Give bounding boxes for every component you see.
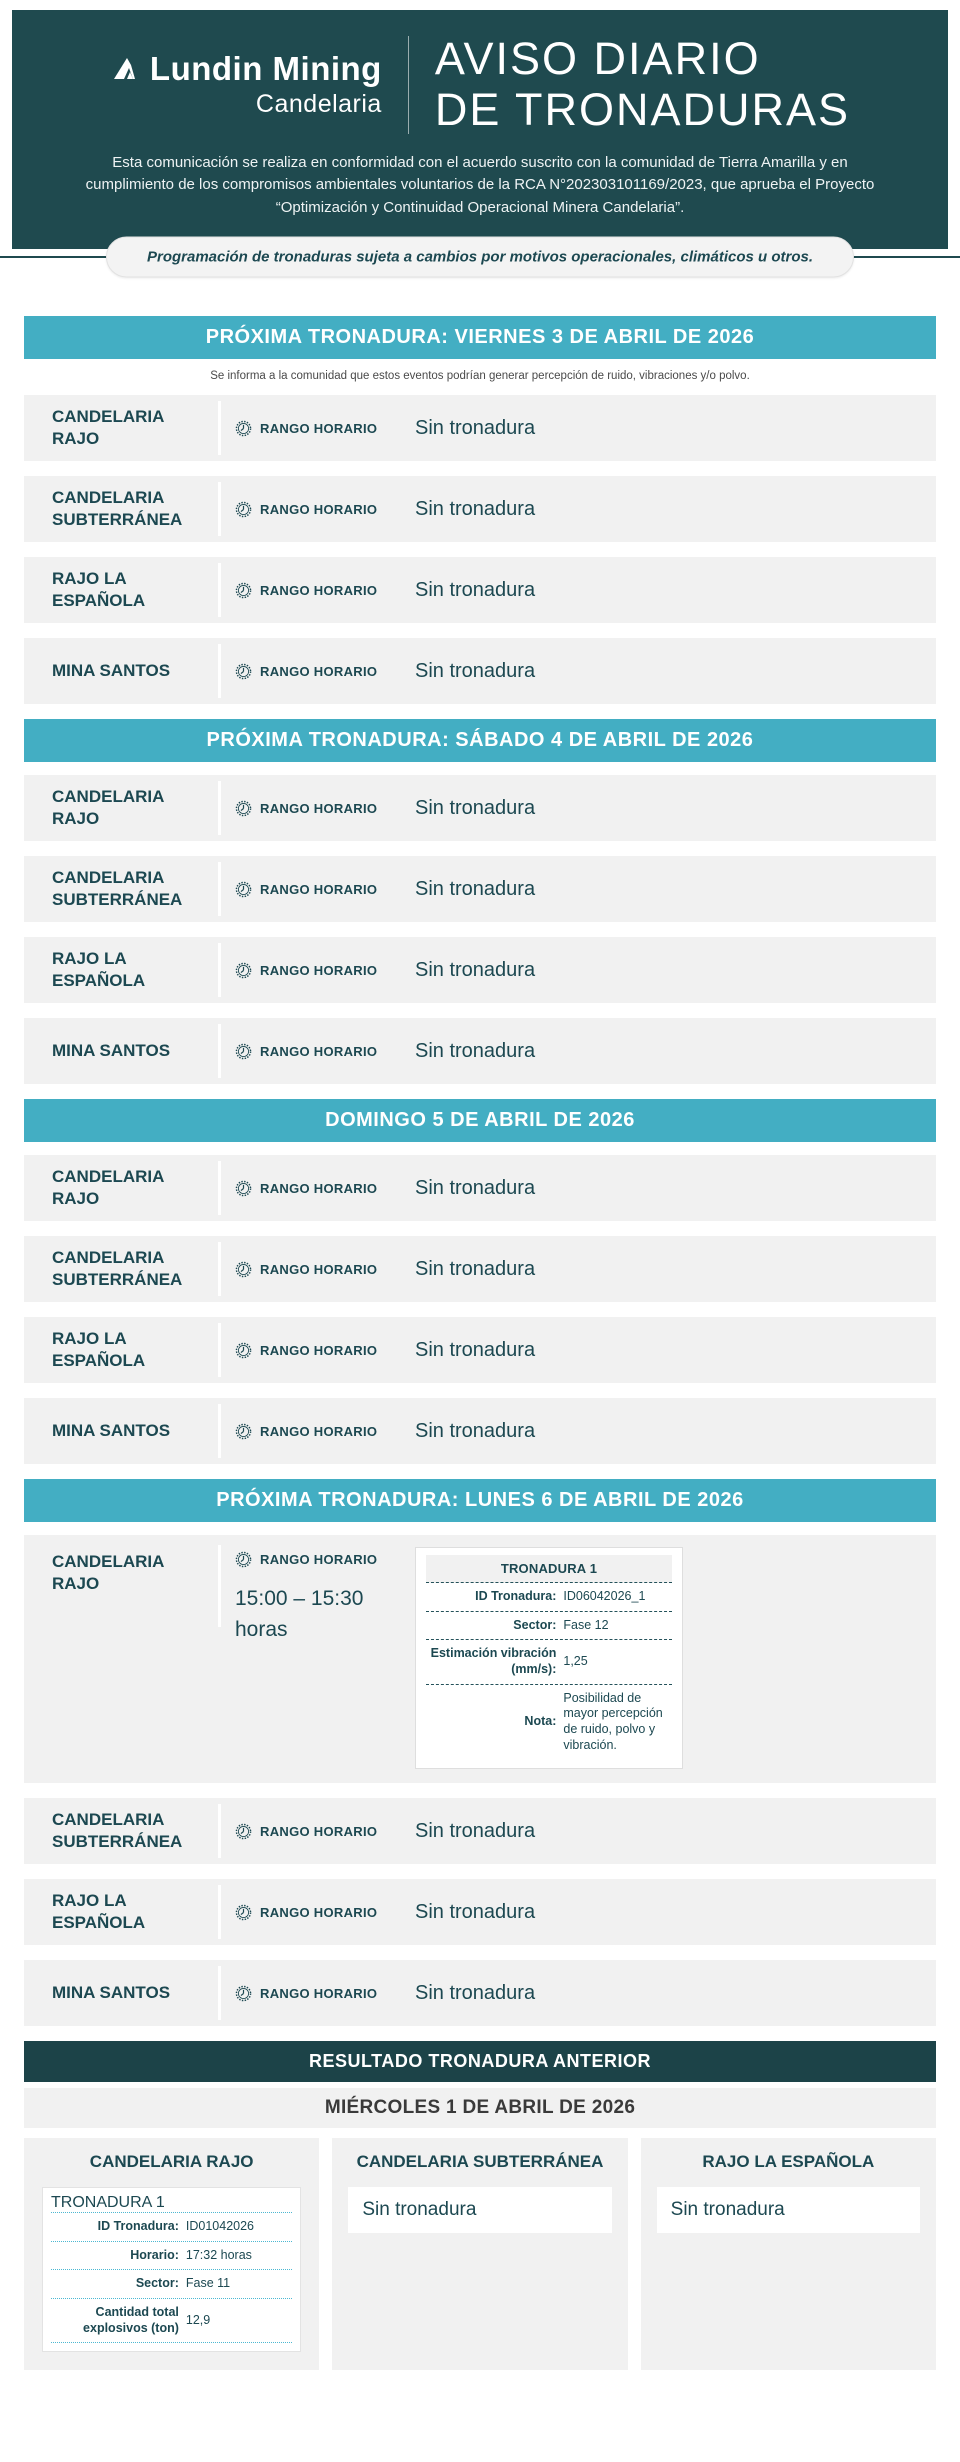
header-banner xyxy=(12,10,948,249)
rango-horario-label: RANGO HORARIO xyxy=(260,663,378,679)
clock-icon xyxy=(235,962,252,979)
result-site-name: CANDELARIA RAJO xyxy=(89,2152,254,2172)
site-name: MINA SANTOS xyxy=(52,1041,171,1061)
site-name: RAJO LA ESPAÑOLA xyxy=(52,569,146,611)
result-card-title: TRONADURA 1 xyxy=(51,2194,292,2213)
rango-horario-label: RANGO HORARIO xyxy=(260,1552,378,1568)
rango-horario-label: RANGO HORARIO xyxy=(260,1261,378,1277)
clock-icon xyxy=(235,582,252,599)
rango-horario-label: RANGO HORARIO xyxy=(260,1180,378,1196)
rango-horario-label: RANGO HORARIO xyxy=(260,962,378,978)
site-name: MINA SANTOS xyxy=(52,1983,171,2003)
header-disclaimer: Esta comunicación se realiza en conformidad con el acuerdo suscrito con la comunidad de Tierra Amarilla y en cumplimiento de los compromisos ambientales voluntarios de la RCA N°202303101169/2023, que aprueba el Proyecto “Optimización y Continuidad Operacional Minera Candelaria”. xyxy=(85,153,875,216)
clock-icon xyxy=(235,1423,252,1440)
clock-icon xyxy=(235,1342,252,1359)
section-title: PRÓXIMA TRONADURA: LUNES 6 DE ABRIL DE 2026 xyxy=(24,1479,936,1522)
result-title: RESULTADO TRONADURA ANTERIOR xyxy=(24,2041,936,2082)
blast-status: Sin tronadura xyxy=(415,1338,536,1361)
site-row-candelaria-rajo xyxy=(24,1155,936,1221)
result-status-card: Sin tronadura xyxy=(348,2187,611,2233)
clock-icon xyxy=(235,1904,252,1921)
clock-icon xyxy=(235,881,252,898)
site-row-mina-santos xyxy=(24,1398,936,1464)
rango-horario-label: RANGO HORARIO xyxy=(260,1904,378,1920)
rango-horario-label: RANGO HORARIO xyxy=(260,420,378,436)
site-row-candelaria-rajo xyxy=(24,775,936,841)
blast-time-range: 15:00 – 15:30 horas xyxy=(235,1587,364,1641)
site-row-candelaria-subterranea xyxy=(24,856,936,922)
header-rule xyxy=(0,248,960,266)
clock-icon xyxy=(235,1551,252,1568)
result-col-candelaria-subterranea xyxy=(332,2138,627,2370)
rango-horario-label: RANGO HORARIO xyxy=(260,582,378,598)
blast-status: Sin tronadura xyxy=(415,1981,536,2004)
blast-status: Sin tronadura xyxy=(415,877,536,900)
rango-horario-label: RANGO HORARIO xyxy=(260,881,378,897)
lundin-triangle-icon xyxy=(110,54,140,84)
site-row-candelaria-subterranea xyxy=(24,1798,936,1864)
result-section xyxy=(24,2041,936,2370)
site-row-candelaria-subterranea xyxy=(24,476,936,542)
site-name: RAJO LA ESPAÑOLA xyxy=(52,1891,146,1933)
clock-icon xyxy=(235,420,252,437)
result-site-name: RAJO LA ESPAÑOLA xyxy=(702,2152,875,2172)
header-divider xyxy=(408,36,409,134)
site-row-candelaria-rajo-blast xyxy=(24,1535,936,1783)
rango-horario-label: RANGO HORARIO xyxy=(260,1823,378,1839)
rango-horario-label: RANGO HORARIO xyxy=(260,501,378,517)
section-title: DOMINGO 5 DE ABRIL DE 2026 xyxy=(24,1099,936,1142)
blast-card-title: TRONADURA 1 xyxy=(426,1555,672,1583)
result-date: MIÉRCOLES 1 DE ABRIL DE 2026 xyxy=(24,2088,936,2128)
bottom-whitespace xyxy=(24,2370,936,2462)
lundin-logo xyxy=(110,50,382,119)
clock-icon xyxy=(235,1985,252,2002)
site-row-rajo-la-espanola xyxy=(24,1879,936,1945)
result-site-name: CANDELARIA SUBTERRÁNEA xyxy=(356,2152,604,2172)
clock-icon xyxy=(235,1180,252,1197)
brand-sub: Candelaria xyxy=(255,90,382,119)
section-lunes xyxy=(24,1479,936,2026)
blast-status: Sin tronadura xyxy=(415,1900,536,1923)
blast-status: Sin tronadura xyxy=(415,416,536,439)
blast-status: Sin tronadura xyxy=(415,796,536,819)
clock-icon xyxy=(235,1823,252,1840)
rango-horario-label: RANGO HORARIO xyxy=(260,1342,378,1358)
site-name: CANDELARIA RAJO xyxy=(52,407,164,449)
blast-field-nota: Nota: Posibilidad de mayor percepción de ruido, polvo y vibración. xyxy=(524,1690,663,1752)
result-field-explosivos: Cantidad total explosivos (ton) 12,9 xyxy=(51,2299,292,2343)
site-name: RAJO LA ESPAÑOLA xyxy=(52,949,146,991)
section-title: PRÓXIMA TRONADURA: VIERNES 3 DE ABRIL DE 2026 xyxy=(24,316,936,359)
result-field-horario: Horario: 17:32 horas xyxy=(51,2242,292,2271)
site-name: CANDELARIA SUBTERRÁNEA xyxy=(52,1810,183,1852)
blast-status: Sin tronadura xyxy=(415,1819,536,1842)
site-name: CANDELARIA RAJO xyxy=(52,787,164,829)
site-name: CANDELARIA RAJO xyxy=(52,1552,164,1594)
page-title: AVISO DIARIO DE TRONADURAS xyxy=(434,33,851,135)
site-row-rajo-la-espanola xyxy=(24,557,936,623)
section-note: Se informa a la comunidad que estos eventos podrían generar percepción de ruido, vibraciones y/o polvo. xyxy=(210,370,750,383)
clock-icon xyxy=(235,800,252,817)
site-row-rajo-la-espanola xyxy=(24,1317,936,1383)
rango-horario-label: RANGO HORARIO xyxy=(260,800,378,816)
result-status-card: Sin tronadura xyxy=(657,2187,920,2233)
result-detail-card xyxy=(42,2187,301,2352)
schedule-notice-pill: Programación de tronaduras sujeta a cambios por motivos operacionales, climáticos u otros. xyxy=(106,237,854,278)
clock-icon xyxy=(235,663,252,680)
site-row-candelaria-subterranea xyxy=(24,1236,936,1302)
result-col-rajo-la-espanola xyxy=(641,2138,936,2370)
blast-status: Sin tronadura xyxy=(415,1257,536,1280)
page-header xyxy=(0,10,960,266)
site-name: CANDELARIA SUBTERRÁNEA xyxy=(52,868,183,910)
site-name: MINA SANTOS xyxy=(52,1421,171,1441)
site-name: CANDELARIA SUBTERRÁNEA xyxy=(52,1248,183,1290)
site-name: CANDELARIA RAJO xyxy=(52,1167,164,1209)
blast-status: Sin tronadura xyxy=(415,958,536,981)
result-field-sector: Sector: Fase 11 xyxy=(51,2270,292,2299)
section-domingo xyxy=(24,1099,936,1464)
blast-status: Sin tronadura xyxy=(415,578,536,601)
blast-status: Sin tronadura xyxy=(415,497,536,520)
clock-icon xyxy=(235,1043,252,1060)
site-name: CANDELARIA SUBTERRÁNEA xyxy=(52,488,183,530)
blast-status: Sin tronadura xyxy=(415,1176,536,1199)
blast-field-vibration: Estimación vibración (mm/s): 1,25 xyxy=(426,1640,672,1684)
blast-status: Sin tronadura xyxy=(415,1419,536,1442)
brand-name: Lundin Mining xyxy=(149,50,382,88)
result-col-candelaria-rajo xyxy=(24,2138,319,2370)
rango-horario-label: RANGO HORARIO xyxy=(260,1423,378,1439)
blast-field-id: ID Tronadura: ID06042026_1 xyxy=(426,1583,672,1612)
clock-icon xyxy=(235,501,252,518)
site-row-candelaria-rajo xyxy=(24,395,936,461)
site-name: RAJO LA ESPAÑOLA xyxy=(52,1329,146,1371)
rango-horario-label: RANGO HORARIO xyxy=(260,1043,378,1059)
site-name: MINA SANTOS xyxy=(52,661,171,681)
rango-horario-label: RANGO HORARIO xyxy=(260,1985,378,2001)
site-row-mina-santos xyxy=(24,1018,936,1084)
section-title: PRÓXIMA TRONADURA: SÁBADO 4 DE ABRIL DE 2026 xyxy=(24,719,936,762)
blast-field-sector: Sector: Fase 12 xyxy=(426,1612,672,1641)
blast-status: Sin tronadura xyxy=(415,1039,536,1062)
site-row-mina-santos xyxy=(24,1960,936,2026)
blast-status: Sin tronadura xyxy=(415,659,536,682)
section-sabado xyxy=(24,719,936,1084)
site-row-rajo-la-espanola xyxy=(24,937,936,1003)
clock-icon xyxy=(235,1261,252,1278)
site-row-mina-santos xyxy=(24,638,936,704)
section-viernes xyxy=(24,316,936,704)
result-field-id: ID Tronadura: ID01042026 xyxy=(51,2213,292,2242)
blast-detail-card xyxy=(415,1547,683,1769)
